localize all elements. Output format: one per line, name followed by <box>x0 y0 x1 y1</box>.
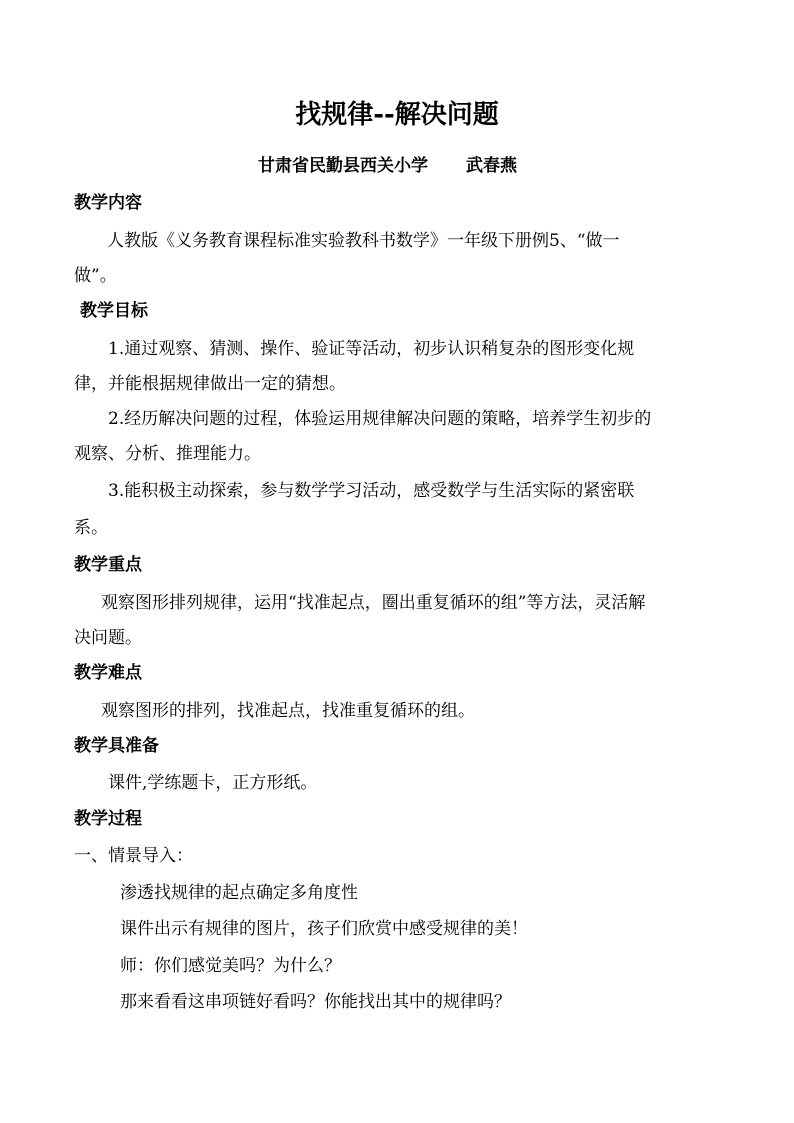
process-line-2: 课件出示有规律的图片，孩子们欣赏中感受规律的美！ <box>120 919 528 939</box>
goal-1-line-1: 1.通过观察、猜测、操作、验证等活动，初步认识稍复杂的图形变化规 <box>108 339 635 359</box>
author-name: 武春燕 <box>466 156 517 176</box>
process-line-4: 那来看看这串项链好看吗？你能找出其中的规律吗？ <box>120 992 511 1012</box>
goal-3-line-2: 系。 <box>74 518 108 538</box>
section-heading-key-points: 教学重点 <box>74 555 142 575</box>
key-points-line-1: 观察图形排列规律，运用“找准起点，圈出重复循环的组”等方法，灵活解 <box>101 593 646 613</box>
byline <box>258 155 517 177</box>
section-heading-content: 教学内容 <box>74 193 142 213</box>
section-heading-difficulties: 教学难点 <box>74 663 142 683</box>
key-points-line-2: 决问题。 <box>74 628 142 648</box>
difficulties-line-1: 观察图形的排列，找准起点，找准重复循环的组。 <box>101 701 475 721</box>
school-name: 甘肃省民勤县西关小学 <box>258 156 428 176</box>
section-heading-goals: 教学目标 <box>80 301 148 321</box>
preparation-line-1: 课件,学练题卡，正方形纸。 <box>108 773 318 793</box>
section-heading-preparation: 教学具准备 <box>74 736 159 756</box>
goal-3-line-1: 3.能积极主动探索，参与数学学习活动，感受数学与生活实际的紧密联 <box>108 481 635 501</box>
goal-1-line-2: 律，并能根据规律做出一定的猜想。 <box>74 374 346 394</box>
section-heading-process: 教学过程 <box>74 809 142 829</box>
process-step1-heading: 一、情景导入： <box>74 846 193 866</box>
goal-2-line-1: 2.经历解决问题的过程，体验运用规律解决问题的策略，培养学生初步的 <box>108 409 652 429</box>
document-title: 找规律--解决问题 <box>295 100 499 130</box>
content-line-2: 做”。 <box>74 266 117 286</box>
content-line-1: 人教版《义务教育课程标准实验教科书数学》一年级下册例5、“做一 <box>107 231 620 251</box>
process-line-1: 渗透找规律的起点确定多角度性 <box>120 883 358 903</box>
process-line-3: 师：你们感觉美吗？为什么？ <box>120 956 341 976</box>
goal-2-line-2: 观察、分析、推理能力。 <box>74 444 261 464</box>
